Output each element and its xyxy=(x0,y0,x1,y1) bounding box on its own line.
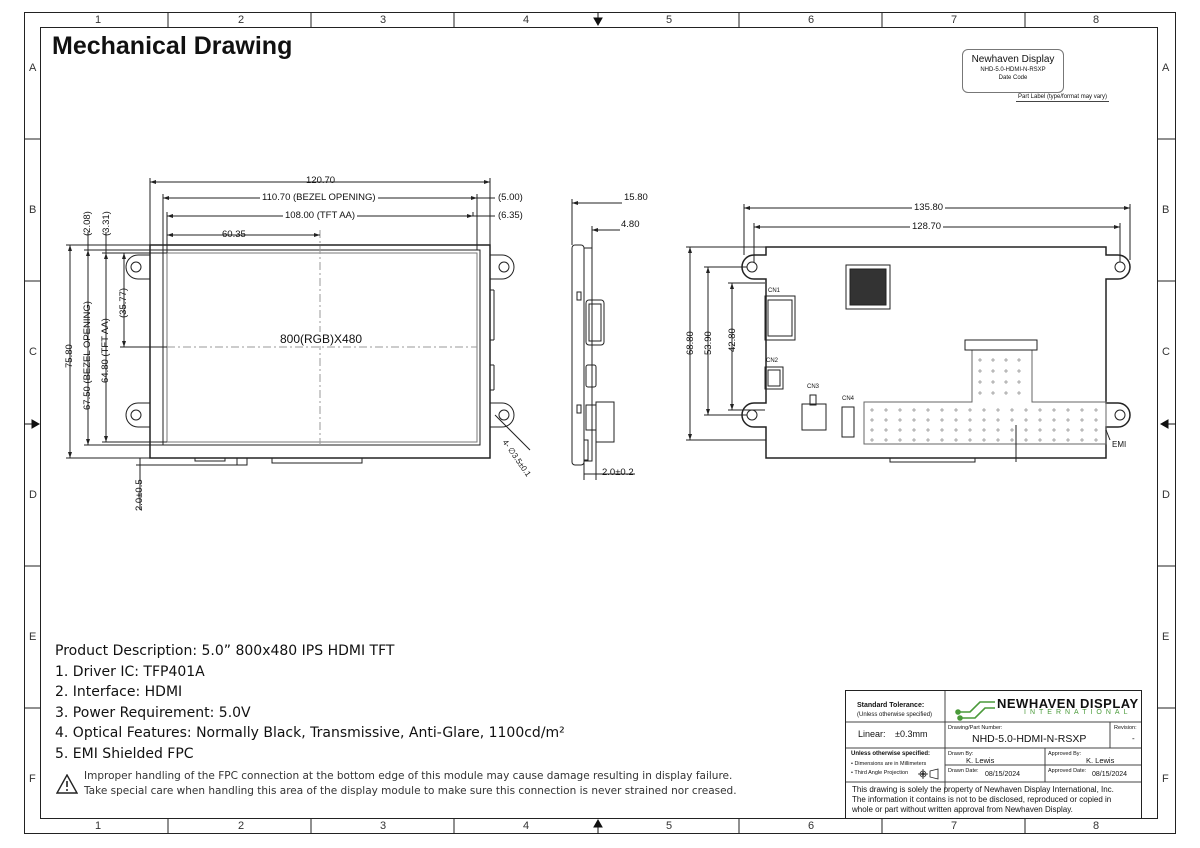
zone-row-f: F xyxy=(29,773,36,785)
drawn-date-value: 08/15/2024 xyxy=(985,771,1021,778)
drawn-by-value: K. Lewis xyxy=(966,756,995,765)
zone-row-e-right: E xyxy=(1162,631,1170,643)
dim-120-70: 120.70 xyxy=(306,175,336,186)
zone-row-b: B xyxy=(29,204,37,216)
warning-icon xyxy=(56,774,78,794)
cn3-label: CN3 xyxy=(807,384,820,390)
zone-col-7: 7 xyxy=(951,14,958,26)
dim-6-35: (6.35) xyxy=(498,210,523,221)
approved-by-value: K. Lewis xyxy=(1086,756,1115,765)
zone-col-7-bottom: 7 xyxy=(951,820,958,832)
drawn-by-label: Drawn By: xyxy=(948,751,974,757)
approved-date-value: 08/15/2024 xyxy=(1092,771,1128,778)
drawing-part-label: Drawing/Part Number: xyxy=(948,725,1003,731)
approved-by-label: Approved By: xyxy=(1048,751,1082,757)
cn1-label: CN1 xyxy=(768,288,781,294)
dim-bezel-opening-height: 67.50 (BEZEL OPENING) xyxy=(82,301,93,410)
unless-specified-label: Unless otherwise specified: xyxy=(851,751,931,757)
warning-text xyxy=(84,769,737,799)
std-tolerance-label: Standard Tolerance: xyxy=(857,702,925,709)
revision-label: Revision: xyxy=(1114,725,1137,731)
part-label-note: Part Label (type/format may vary) xyxy=(1018,94,1108,100)
legal-notice xyxy=(852,785,1114,815)
product-description xyxy=(55,641,565,764)
legal-line-3: whole or part without written approval from Newhaven Display. xyxy=(852,805,1073,814)
dimensions-mm-note: • Dimensions are in Millimeters xyxy=(851,761,927,767)
dim-2-0-side: 2.0±0.2 xyxy=(602,467,634,478)
zone-col-6: 6 xyxy=(808,14,815,26)
linear-value: ±0.3mm xyxy=(895,729,928,739)
emi-label: EMI xyxy=(1112,440,1127,449)
zone-col-8: 8 xyxy=(1093,14,1100,26)
dim-53-90: 53.90 xyxy=(703,331,714,355)
revision-value: - xyxy=(1132,734,1135,743)
fpc-shield-pattern xyxy=(870,358,1098,442)
resolution-label: 800(RGB)X480 xyxy=(280,332,363,346)
dim-35-77: (35.77) xyxy=(118,287,129,318)
zone-col-2: 2 xyxy=(238,14,245,26)
warning-line-2: Take special care when handling this area of the display module to make sure this connection is never strained nor creased. xyxy=(84,785,737,797)
linear-label: Linear: xyxy=(858,729,886,739)
spec-interface: 2. Interface: HDMI xyxy=(55,684,183,700)
zone-col-4-bottom: 4 xyxy=(523,820,530,832)
dim-15-80: 15.80 xyxy=(624,192,648,203)
dim-60-35: 60.35 xyxy=(222,229,246,240)
unless-label: (Unless otherwise specified) xyxy=(857,712,933,718)
dim-4-80: 4.80 xyxy=(621,219,640,230)
dim-135-80: 135.80 xyxy=(914,202,944,213)
cn2-label: CN2 xyxy=(766,358,779,364)
cn4-label: CN4 xyxy=(842,396,855,402)
dim-3-31: (3.31) xyxy=(101,211,112,236)
zone-col-3-bottom: 3 xyxy=(380,820,387,832)
dim-75-80: 75.80 xyxy=(64,344,75,368)
zone-col-5: 5 xyxy=(666,14,673,26)
zone-row-c-right: C xyxy=(1162,346,1170,358)
zone-col-2-bottom: 2 xyxy=(238,820,245,832)
product-title: Product Description: 5.0” 800x480 IPS HDMI TFT xyxy=(55,643,395,659)
spec-power: 3. Power Requirement: 5.0V xyxy=(55,704,251,721)
part-label-part: NHD-5.0-HDMI-N-RSXP xyxy=(980,67,1046,73)
legal-line-2: The information it contains is not to be disclosed, reproduced or copied in xyxy=(852,795,1112,804)
zone-row-b-right: B xyxy=(1162,204,1170,216)
dim-bezel-opening-width: 110.70 (BEZEL OPENING) xyxy=(262,192,376,203)
mounting-hole-dim: 4- ∅3.5±0.1 xyxy=(500,438,533,479)
zone-row-a: A xyxy=(29,62,37,74)
zone-row-c: C xyxy=(29,346,37,358)
approved-date-label: Approved Date: xyxy=(1048,768,1087,774)
dim-tft-aa-height: 64.80 (TFT AA) xyxy=(100,318,111,383)
zone-row-f-right: F xyxy=(1162,773,1169,785)
logo-sub: INTERNATIONAL xyxy=(1024,709,1132,716)
zone-col-4: 4 xyxy=(523,14,530,26)
legal-line-1: This drawing is solely the property of Newhaven Display International, Inc. xyxy=(852,785,1114,794)
spec-driver-ic: 1. Driver IC: TFP401A xyxy=(55,663,205,680)
dim-128-70: 128.70 xyxy=(912,221,942,232)
dim-68-80: 68.80 xyxy=(685,331,696,355)
part-label-date: Date Code xyxy=(998,75,1028,81)
zone-col-5-bottom: 5 xyxy=(666,820,673,832)
spec-optical: 4. Optical Features: Normally Black, Transmissive, Anti-Glare, 1100cd/m² xyxy=(55,725,565,741)
dim-2-08: (2.08) xyxy=(82,211,93,236)
part-label-brand: Newhaven Display xyxy=(971,54,1055,65)
dim-2-0-front: 2.0±0.5 xyxy=(134,479,145,511)
zone-row-e: E xyxy=(29,631,37,643)
third-angle-note: • Third Angle Projection xyxy=(851,770,909,776)
zone-col-6-bottom: 6 xyxy=(808,820,815,832)
dim-5-00: (5.00) xyxy=(498,192,523,203)
page-title: Mechanical Drawing xyxy=(52,32,293,60)
spec-emi: 5. EMI Shielded FPC xyxy=(55,745,194,762)
drawn-date-label: Drawn Date: xyxy=(948,768,979,774)
zone-row-a-right: A xyxy=(1162,62,1170,74)
zone-col-1: 1 xyxy=(95,14,102,26)
dim-42-80: 42.80 xyxy=(727,328,738,352)
zone-row-d: D xyxy=(29,489,37,501)
drawing-part-number: NHD-5.0-HDMI-N-RSXP xyxy=(972,733,1087,745)
zone-col-3: 3 xyxy=(380,14,387,26)
zone-row-d-right: D xyxy=(1162,489,1170,501)
dim-tft-aa-width: 108.00 (TFT AA) xyxy=(285,210,356,221)
zone-col-1-bottom: 1 xyxy=(95,820,102,832)
warning-line-1: Improper handling of the FPC connection at the bottom edge of this module may cause damage resulting in display failure. xyxy=(84,770,733,782)
logo-brand: NEWHAVEN DISPLAY xyxy=(997,696,1139,711)
zone-col-8-bottom: 8 xyxy=(1093,820,1100,832)
